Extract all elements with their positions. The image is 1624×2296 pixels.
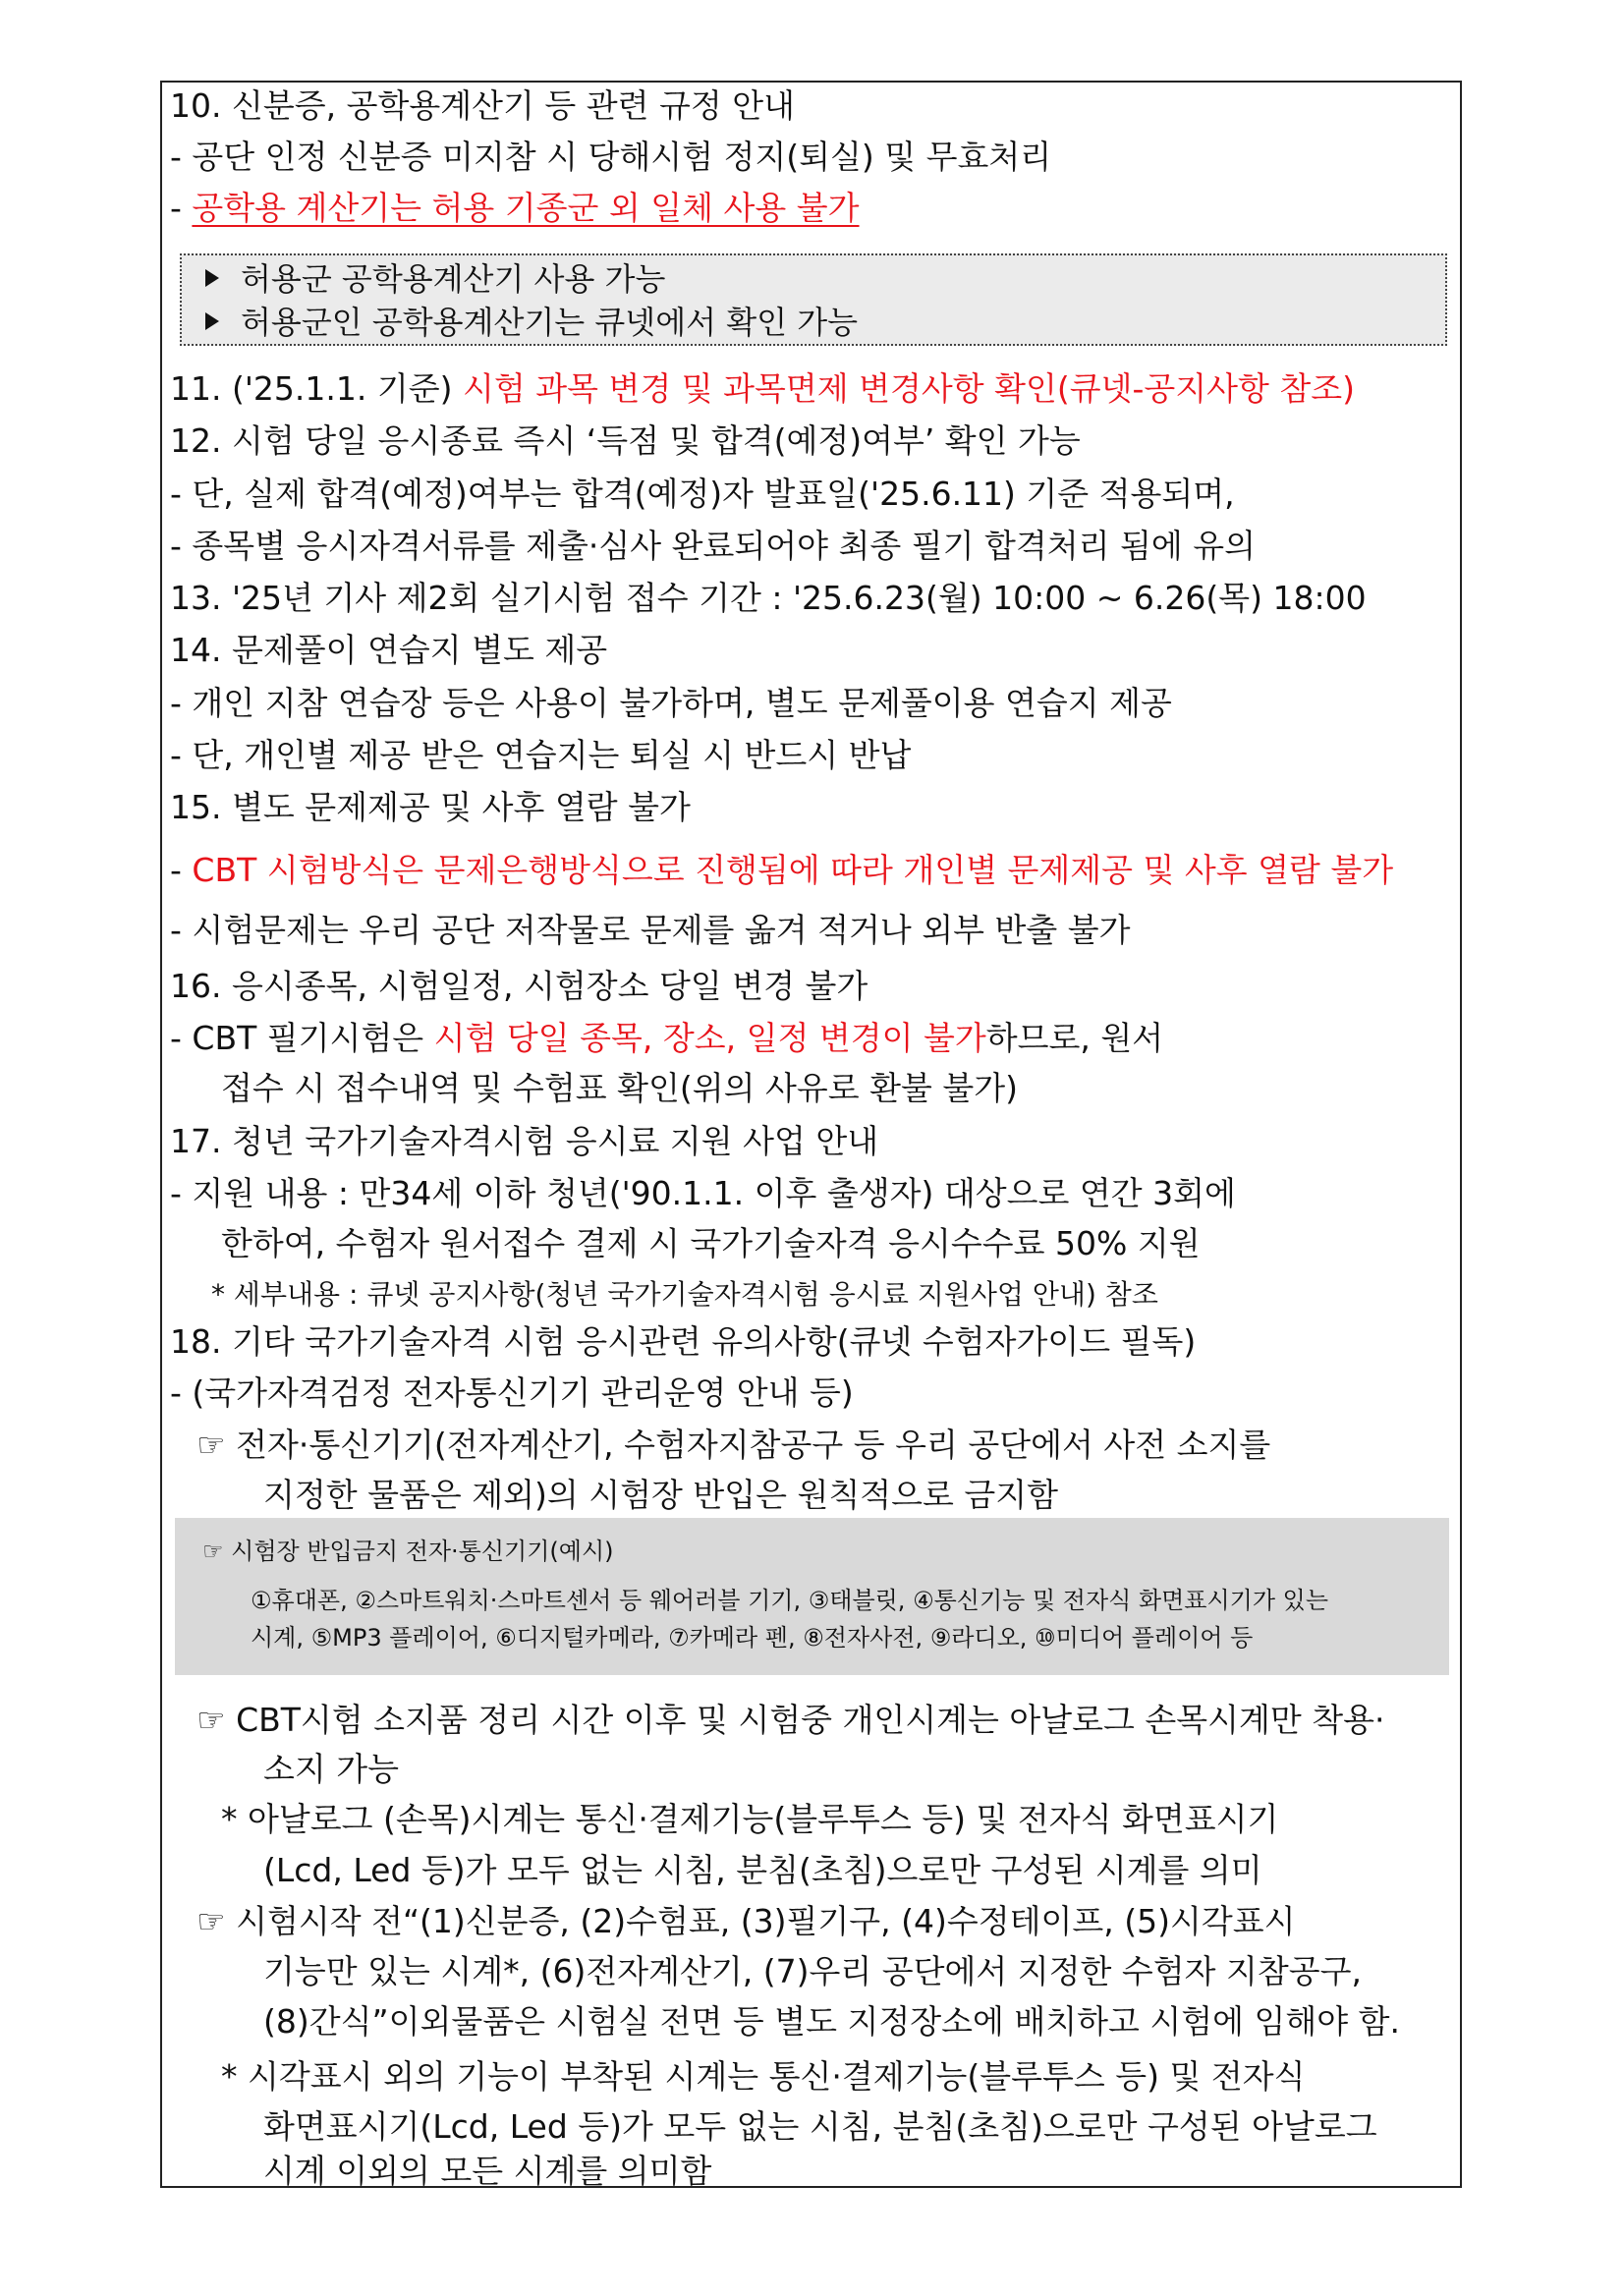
item-18-heading: 18. 기타 국가기술자격 시험 응시관련 유의사항(큐넷 수험자가이드 필독) <box>170 1322 1197 1361</box>
item-18-line-1: - (국가자격검정 전자통신기기 관리운영 안내 등) <box>170 1373 854 1412</box>
item-10-heading: 10. 신분증, 공학용계산기 등 관련 규정 안내 <box>170 86 795 125</box>
item-15-line-1: - CBT 시험방식은 문제은행방식으로 진행됨에 따라 개인별 문제제공 및 사후 열람 불가 <box>170 851 1394 889</box>
prohibited-devices-row: 시계, ⑤MP3 플레이어, ⑥디지털카메라, ⑦카메라 펜, ⑧전자사전, ⑨라디오, ⑩미디어 플레이어 등 <box>251 1624 1254 1652</box>
allowed-items-rule-cont: (8)간식”이외물품은 시험실 전면 등 별도 지정장소에 배치하고 시험에 임해야 함. <box>263 2002 1400 2041</box>
item-16-heading: 16. 응시종목, 시험일정, 시험장소 당일 변경 불가 <box>170 967 868 1005</box>
item-15-line-2: - 시험문제는 우리 공단 저작물로 문제를 옮겨 적거나 외부 반출 불가 <box>170 911 1131 949</box>
item-13-heading: 13. '25년 기사 제2회 실기시험 접수 기간 : '25.6.23(월) 10:00 ~ 6.26(목) 18:00 <box>170 579 1367 617</box>
prohibited-devices-box <box>175 1518 1449 1675</box>
item-18-line-3: 지정한 물품은 제외)의 시험장 반입은 원칙적으로 금지함 <box>263 1476 1059 1514</box>
item-18-line-2: ☞ 전자·통신기기(전자계산기, 수험자지참공구 등 우리 공단에서 사전 소지를 <box>196 1426 1271 1464</box>
item-10-line-1: - 공단 인정 신분증 미지참 시 당해시험 정지(퇴실) 및 무효처리 <box>170 138 1052 176</box>
allowed-items-rule: ☞ 시험시작 전“(1)신분증, (2)수험표, (3)필기구, (4)수정테이프, (5)시각표시 <box>196 1902 1296 1940</box>
item-12-line-2: - 종목별 응시자격서류를 제출·심사 완료되어야 최종 필기 합격처리 됨에 유의 <box>170 527 1257 565</box>
item-17-note: * 세부내용 : 큐넷 공지사항(청년 국가기술자격시험 응시료 지원사업 안내) 참조 <box>211 1278 1158 1311</box>
calculator-info-box <box>180 253 1447 346</box>
item-14-line-1: - 개인 지참 연습장 등은 사용이 불가하며, 별도 문제풀이용 연습지 제공 <box>170 684 1172 722</box>
triangle-bullet-icon <box>205 312 219 330</box>
item-12-heading: 12. 시험 당일 응시종료 즉시 ‘득점 및 합격(예정)여부’ 확인 가능 <box>170 421 1081 460</box>
calculator-warning: 공학용 계산기는 허용 기종군 외 일체 사용 불가 <box>192 189 860 227</box>
triangle-bullet-icon <box>205 269 219 287</box>
allowed-items-rule-cont: 기능만 있는 시계*, (6)전자계산기, (7)우리 공단에서 지정한 수험자 지참공구, <box>263 1952 1362 1990</box>
item-17-heading: 17. 청년 국가기술자격시험 응시료 지원 사업 안내 <box>170 1122 879 1160</box>
watch-rule-cont: 소지 가능 <box>263 1750 400 1788</box>
item-17-line-1: - 지원 내용 : 만34세 이하 청년('90.1.1. 이후 출생자) 대상으로 연간 3회에 <box>170 1174 1236 1212</box>
watch-definition-note: * 시각표시 외의 기능이 부착된 시계는 통신·결제기능(블루투스 등) 및 전자식 <box>221 2057 1306 2096</box>
watch-definition-note-cont: 시계 이외의 모든 시계를 의미함 <box>263 2152 712 2190</box>
item-14-heading: 14. 문제풀이 연습지 별도 제공 <box>170 631 608 669</box>
prohibited-devices-row: ①휴대폰, ②스마트워치·스마트센서 등 웨어러블 기기, ③태블릿, ④통신기능 및 전자식 화면표시기가 있는 <box>251 1587 1329 1614</box>
calculator-info-row: 허용군인 공학용계산기는 큐넷에서 확인 가능 <box>205 301 858 344</box>
item-16-line-1: - CBT 필기시험은 시험 당일 종목, 장소, 일정 변경이 불가하므로, 원서 <box>170 1019 1164 1057</box>
calculator-info-row: 허용군 공학용계산기 사용 가능 <box>205 257 665 301</box>
item-16-line-2: 접수 시 접수내역 및 수험표 확인(위의 사유로 환불 불가) <box>221 1069 1018 1107</box>
item-11-heading: 11. ('25.1.1. 기준) 시험 과목 변경 및 과목면제 변경사항 확인(큐넷-공지사항 참조) <box>170 369 1356 408</box>
item-17-line-2: 한하여, 수험자 원서접수 결제 시 국가기술자격 응시수수료 50% 지원 <box>221 1224 1201 1262</box>
watch-rule: ☞ CBT시험 소지품 정리 시간 이후 및 시험중 개인시계는 아날로그 손목시계만 착용· <box>196 1701 1385 1739</box>
item-10-line-2: - 공학용 계산기는 허용 기종군 외 일체 사용 불가 <box>170 189 860 227</box>
analog-watch-note: * 아날로그 (손목)시계는 통신·결제기능(블루투스 등) 및 전자식 화면표시기 <box>221 1800 1279 1838</box>
item-14-line-2: - 단, 개인별 제공 받은 연습지는 퇴실 시 반드시 반납 <box>170 736 912 774</box>
item-15-heading: 15. 별도 문제제공 및 사후 열람 불가 <box>170 788 691 826</box>
watch-definition-note-cont: 화면표시기(Lcd, Led 등)가 모두 없는 시침, 분침(초침)으로만 구성된 아날로그 <box>263 2107 1377 2146</box>
item-12-line-1: - 단, 실제 합격(예정)여부는 합격(예정)자 발표일('25.6.11) 기준 적용되며, <box>170 475 1235 513</box>
prohibited-devices-title: ☞ 시험장 반입금지 전자·통신기기(예시) <box>202 1538 614 1565</box>
analog-watch-note-cont: (Lcd, Led 등)가 모두 없는 시침, 분침(초침)으로만 구성된 시계를 의미 <box>263 1851 1262 1889</box>
